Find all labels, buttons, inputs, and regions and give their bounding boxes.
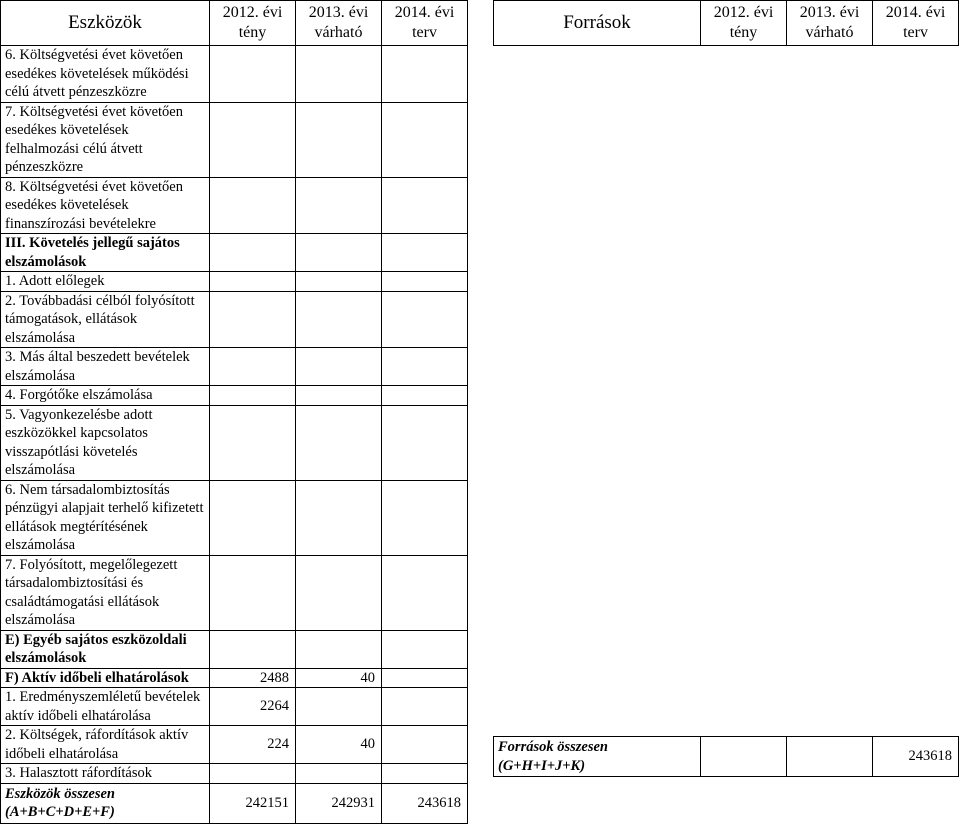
asset-row	[1, 291, 468, 348]
asset-row-label: 6. Költségvetési évet követően esedékes követelések működési célú átvett pénzeszközre	[1, 46, 210, 103]
asset-row-2012	[210, 764, 296, 784]
sources-total-2012	[701, 737, 787, 777]
src-col-2013-header: 2013. évi várható	[787, 1, 873, 46]
asset-row-2014	[382, 668, 468, 688]
src-col-2012-header: 2012. évi tény	[701, 1, 787, 46]
asset-row	[1, 272, 468, 292]
asset-row	[1, 177, 468, 234]
asset-row-label: 1. Eredményszemléletű bevételek aktív időbeli elhatárolása	[1, 688, 210, 726]
asset-row	[1, 764, 468, 784]
asset-row-2013	[296, 405, 382, 480]
asset-row-2013	[296, 480, 382, 555]
asset-row-2012	[210, 480, 296, 555]
assets-rows	[1, 46, 468, 784]
asset-row-label: 4. Forgótőke elszámolása	[1, 386, 210, 406]
asset-row-2013	[296, 234, 382, 272]
asset-row	[1, 234, 468, 272]
asset-row-2013	[296, 46, 382, 103]
asset-row	[1, 102, 468, 177]
asset-row-label: 5. Vagyonkezelésbe adott eszközökkel kapcsolatos visszapótlási követelés elszámolása	[1, 405, 210, 480]
asset-row-2014	[382, 405, 468, 480]
sources-total-table	[493, 736, 959, 777]
asset-row-label: 1. Adott előlegek	[1, 272, 210, 292]
sources-total-label-line2: (G+H+I+J+K)	[498, 757, 586, 774]
asset-row-2014	[382, 386, 468, 406]
asset-row-2014	[382, 688, 468, 726]
asset-row-2013	[296, 102, 382, 177]
asset-row-2012: 224	[210, 726, 296, 764]
asset-row-2014	[382, 234, 468, 272]
asset-row-label: F) Aktív időbeli elhatárolások	[1, 668, 210, 688]
asset-row-2014	[382, 46, 468, 103]
asset-row-label: 7. Költségvetési évet követően esedékes követelések felhalmozási célú átvett pénzeszközre	[1, 102, 210, 177]
asset-row	[1, 405, 468, 480]
asset-row-2014	[382, 177, 468, 234]
asset-row-2014	[382, 291, 468, 348]
asset-row-2013	[296, 630, 382, 668]
asset-row-2012: 2264	[210, 688, 296, 726]
asset-row-2012	[210, 272, 296, 292]
asset-row	[1, 630, 468, 668]
asset-row-label: 2. Költségek, ráfordítások aktív időbeli elhatárolása	[1, 726, 210, 764]
assets-header-row	[1, 1, 468, 46]
assets-total-label-line2: (A+B+C+D+E+F)	[5, 804, 115, 820]
asset-row-label: 8. Költségvetési évet követően esedékes követelések finanszírozási bevételekre	[1, 177, 210, 234]
asset-row-2013	[296, 348, 382, 386]
sources-header-row	[494, 1, 959, 46]
asset-row-2014	[382, 272, 468, 292]
asset-row-2012	[210, 177, 296, 234]
asset-row	[1, 668, 468, 688]
sources-total-label	[494, 737, 701, 777]
asset-row-2014	[382, 102, 468, 177]
sources-title: Források	[494, 1, 701, 46]
asset-row	[1, 726, 468, 764]
asset-row-label: E) Egyéb sajátos eszközoldali elszámolások	[1, 630, 210, 668]
asset-row-2012: 2488	[210, 668, 296, 688]
asset-row-2013	[296, 688, 382, 726]
sources-total-label-line1: Források összesen	[498, 739, 608, 755]
asset-row-2013: 40	[296, 726, 382, 764]
asset-row-2012	[210, 234, 296, 272]
col-2013-header: 2013. évi várható	[296, 1, 382, 46]
col-2012-header: 2012. évi tény	[210, 1, 296, 46]
asset-row-2012	[210, 405, 296, 480]
asset-row	[1, 386, 468, 406]
assets-table	[0, 0, 468, 824]
asset-row-label: 6. Nem társadalombiztosítás pénzügyi alapjait terhelő kifizetett ellátások megtérítésének elszámolása	[1, 480, 210, 555]
asset-row-2012	[210, 102, 296, 177]
asset-row-2013	[296, 764, 382, 784]
sources-table	[493, 0, 959, 46]
assets-total-2014: 243618	[382, 783, 468, 823]
assets-total-2013: 242931	[296, 783, 382, 823]
assets-total-label-line1: Eszközök összesen	[5, 785, 115, 802]
src-col-2014-header: 2014. évi terv	[873, 1, 959, 46]
asset-row-2012	[210, 46, 296, 103]
asset-row	[1, 480, 468, 555]
assets-title: Eszközök	[1, 1, 210, 46]
asset-row	[1, 688, 468, 726]
asset-row	[1, 555, 468, 630]
asset-row	[1, 348, 468, 386]
sources-total-2014: 243618	[873, 737, 959, 777]
asset-row-2014	[382, 630, 468, 668]
asset-row-2013	[296, 555, 382, 630]
assets-total-label	[1, 783, 210, 823]
asset-row-2014	[382, 764, 468, 784]
sources-total-row	[494, 737, 959, 777]
asset-row	[1, 46, 468, 103]
asset-row-2013	[296, 177, 382, 234]
asset-row-2014	[382, 480, 468, 555]
asset-row-2013	[296, 386, 382, 406]
asset-row-2012	[210, 630, 296, 668]
asset-row-2012	[210, 348, 296, 386]
col-2014-header: 2014. évi terv	[382, 1, 468, 46]
asset-row-2013: 40	[296, 668, 382, 688]
asset-row-label: 3. Más által beszedett bevételek elszámolása	[1, 348, 210, 386]
asset-row-2014	[382, 555, 468, 630]
asset-row-2012	[210, 291, 296, 348]
asset-row-2013	[296, 272, 382, 292]
asset-row-label: 3. Halasztott ráfordítások	[1, 764, 210, 784]
assets-total-row	[1, 783, 468, 823]
asset-row-2013	[296, 291, 382, 348]
asset-row-2014	[382, 726, 468, 764]
assets-total-2012: 242151	[210, 783, 296, 823]
asset-row-label: 7. Folyósított, megelőlegezett társadalombiztosítási és családtámogatási ellátások elszámolása	[1, 555, 210, 630]
sources-total-2013	[787, 737, 873, 777]
asset-row-2012	[210, 386, 296, 406]
asset-row-2014	[382, 348, 468, 386]
asset-row-label: 2. Továbbadási célból folyósított támogatások, ellátások elszámolása	[1, 291, 210, 348]
asset-row-label: III. Követelés jellegű sajátos elszámolások	[1, 234, 210, 272]
asset-row-2012	[210, 555, 296, 630]
